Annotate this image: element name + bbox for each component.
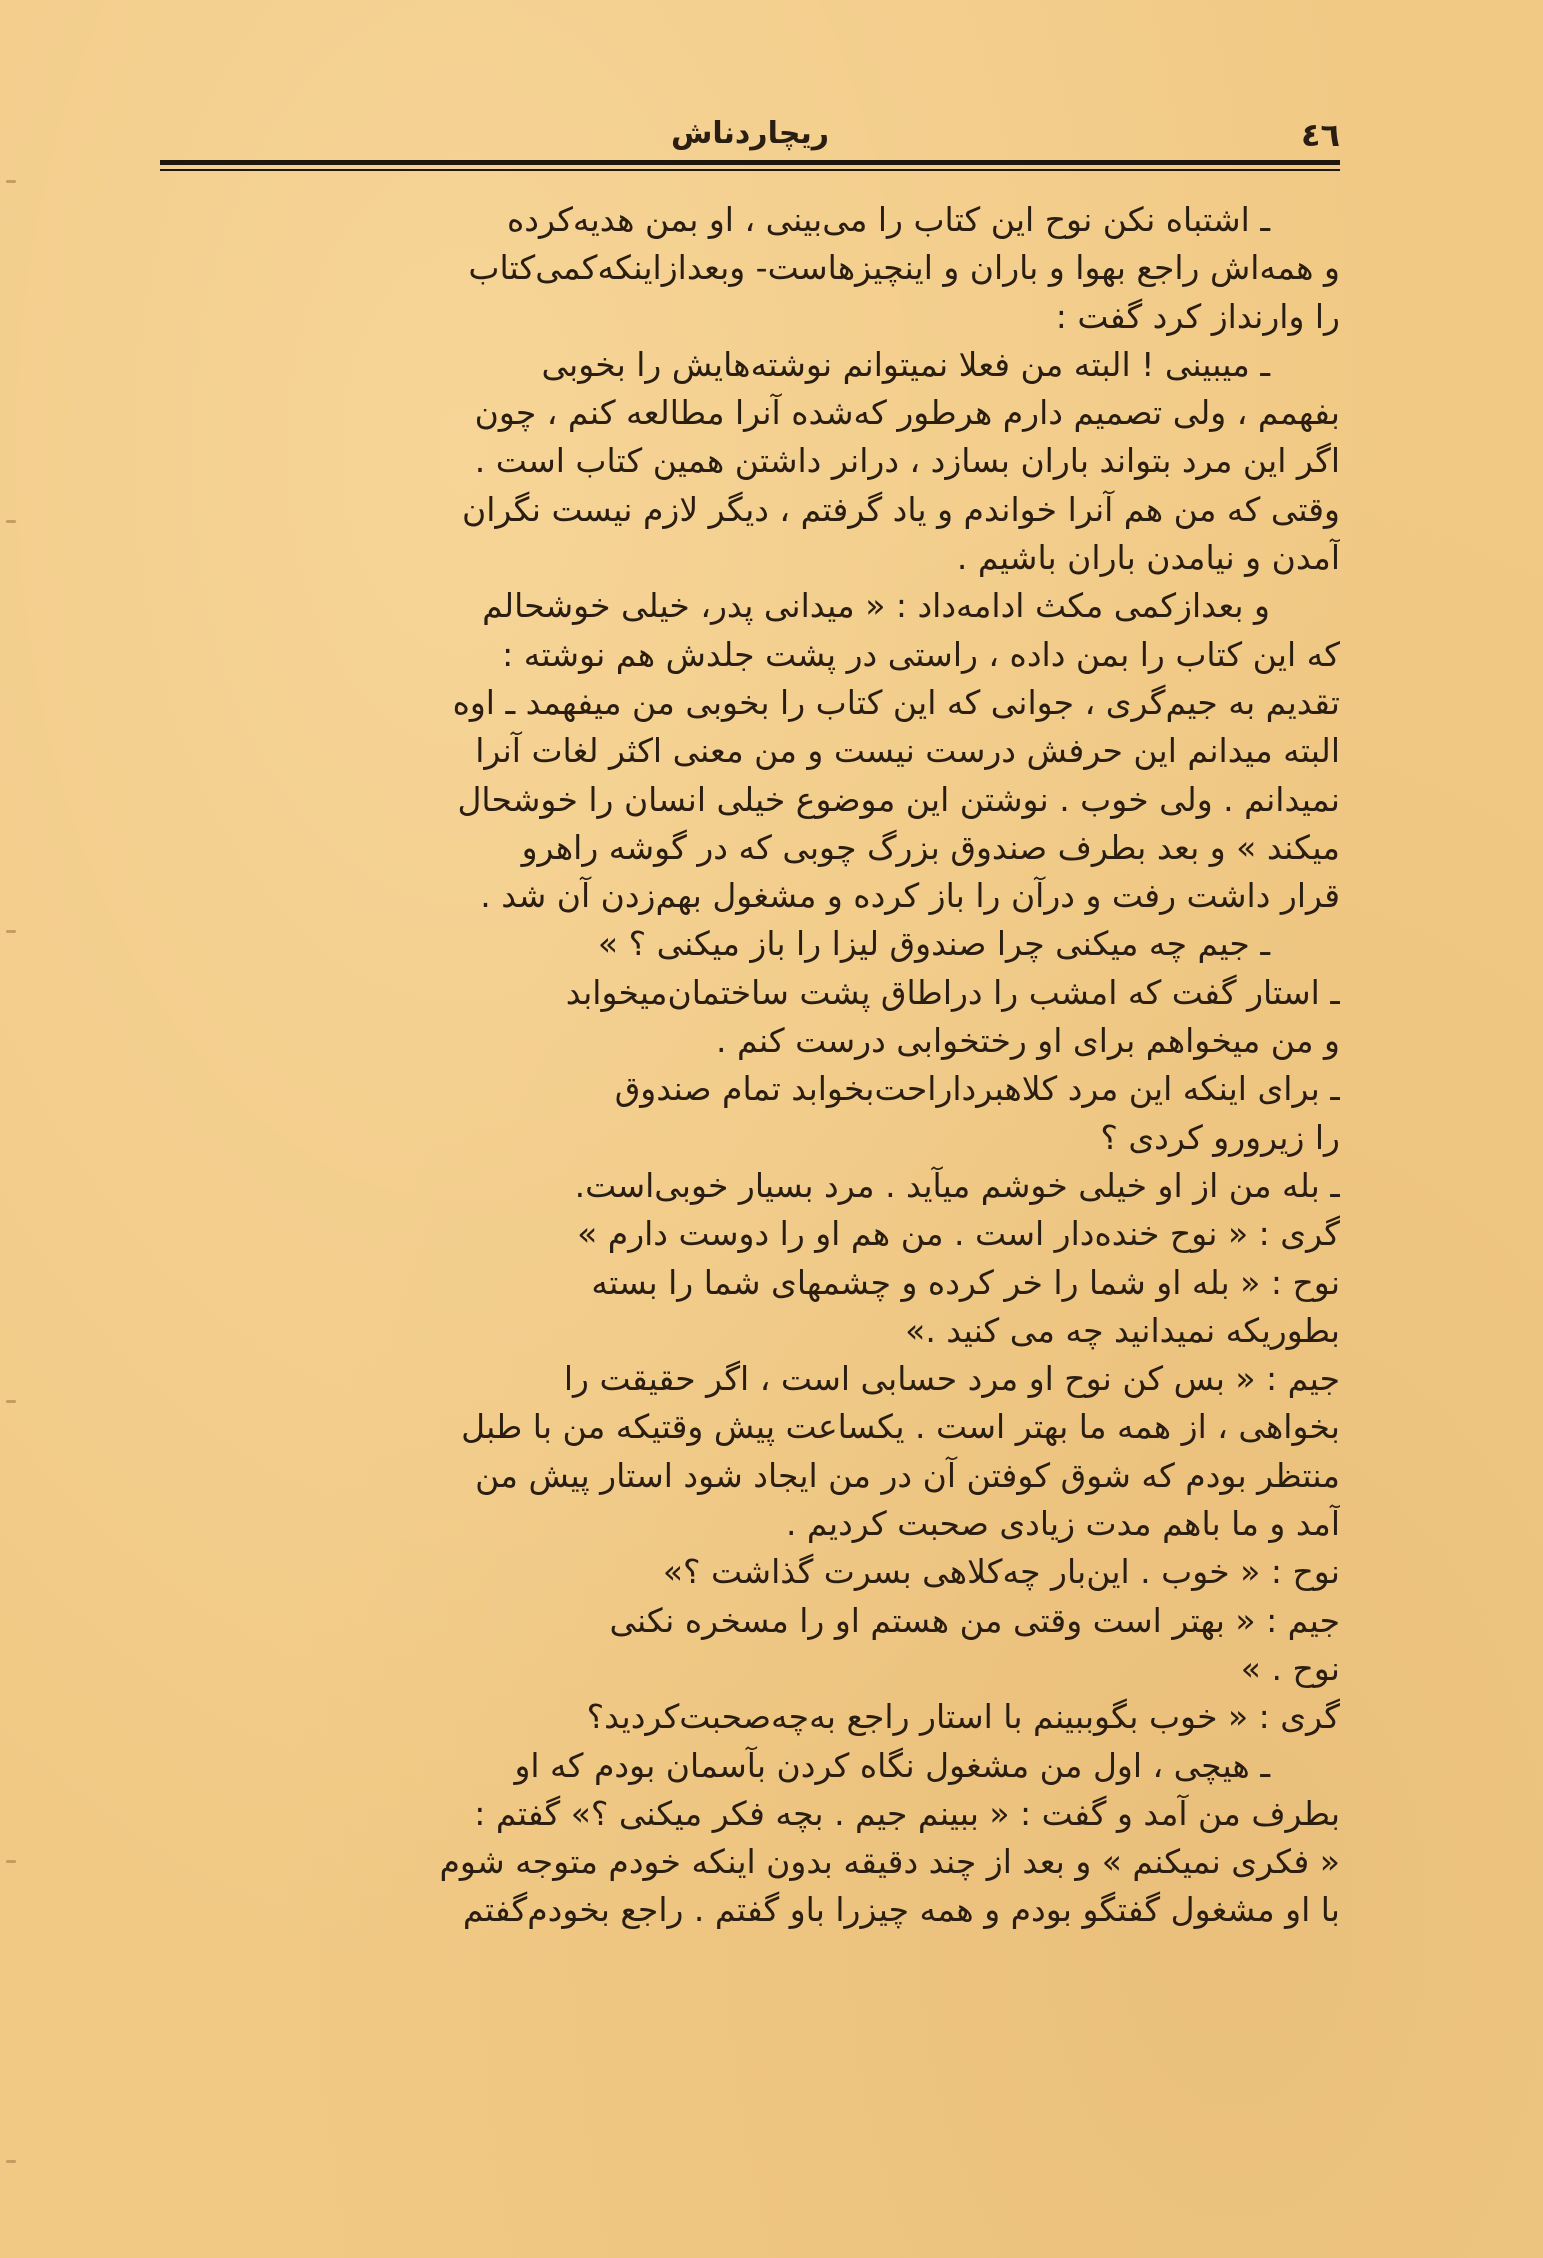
running-title: ریچاردناش [670,116,829,151]
text-line: با او مشغول گفتگو بودم و همه چیزرا باو گفتم . راجع بخودم‌گفتم [462,1890,1340,1930]
binding-mark [6,1860,16,1863]
text-line: که این کتاب را بمن داده ، راستی در پشت جلدش هم نوشته : [502,634,1340,674]
text-line: را زیرورو کردی ؟ [1100,1117,1340,1157]
text-line: نوح : « بله او شما را خر کرده و چشمهای شما را بسته [591,1262,1340,1302]
text-line: جیم : « بس کن نوح او مرد حسابی است ، اگر حقیقت را [563,1359,1340,1399]
text-line: البته میدانم این حرفش درست نیست و من معنی اکثر لغات آنرا [475,731,1340,771]
text-line: ـ هیچی ، اول من مشغول نگاه کردن بآسمان بودم که او [514,1745,1270,1785]
text-line: نوح . » [1240,1648,1340,1688]
text-line: گری : « نوح خنده‌دار است . من هم او را دوست دارم » [577,1214,1340,1254]
text-line: بطوریکه نمیدانید چه می کنید .» [905,1310,1340,1350]
text-line: ـ میبینی ! البته من فعلا نمیتوانم نوشته‌هایش را بخوبی [541,344,1270,384]
text-line: جیم : « بهتر است وقتی من هستم او را مسخره نکنی [609,1600,1340,1640]
text-line: وقتی که من هم آنرا خواندم و یاد گرفتم ، دیگر لازم نیست نگران [461,489,1340,529]
binding-mark [6,520,16,523]
text-line: « فکری نمیکنم » و بعد از چند دقیقه بدون اینکه خودم متوجه شوم [439,1842,1340,1882]
text-line: و بعدازکمی مکث ادامه‌داد : « میدانی پدر، خیلی خوشحالم [482,586,1270,626]
header-rule [160,160,1340,165]
text-line: گری : « خوب بگوببینم با استار راجع به‌چه‌صحبت‌کردید؟ [586,1697,1340,1737]
body-text [160,196,1340,1935]
text-line: ـ استار گفت که امشب را دراطاق پشت ساختمان‌میخوابد [565,972,1340,1012]
text-line: منتظر بودم که شوق کوفتن آن در من ایجاد شود استار پیش من [475,1455,1340,1495]
text-line: بطرف من آمد و گفت : « ببینم جیم . بچه فکر میکنی ؟» گفتم : [474,1793,1340,1833]
text-line: قرار داشت رفت و درآن را باز کرده و مشغول بهم‌زدن آن شد . [480,876,1340,916]
binding-mark [6,180,16,183]
binding-mark [6,930,16,933]
page-header [160,110,1340,158]
text-line: ـ برای اینکه این مرد کلاهبرداراحت‌بخوابد تمام صندوق [614,1069,1340,1109]
binding-mark [6,2160,16,2163]
text-line: بخواهی ، از همه ما بهتر است . یکساعت پیش وقتیکه من با طبل [461,1407,1340,1447]
text-line: میکند » و بعد بطرف صندوق بزرگ چوبی که در گوشه راهرو [521,827,1340,867]
text-line: اگر این مرد بتواند باران بسازد ، درانر داشتن همین کتاب است . [474,441,1340,481]
text-line: تقدیم به جیم‌گری ، جوانی که این کتاب را بخوبی من میفهمد ـ اوه [452,682,1340,722]
text-line: و من میخواهم برای او رختخوابی درست کنم . [716,1021,1340,1061]
text-line: را وارنداز کرد گفت : [1055,296,1340,336]
text-line: آمدن و نیامدن باران باشیم . [956,538,1340,578]
page-number: ٤٦ [1300,116,1340,154]
text-line: آمد و ما باهم مدت زیادی صحبت کردیم . [785,1504,1340,1544]
text-line: نوح : « خوب . این‌بار چه‌کلاهی بسرت گذاشت ؟» [662,1552,1340,1592]
text-line: نمیدانم . ولی خوب . نوشتن این موضوع خیلی انسان را خوشحال [457,779,1340,819]
header-rule-thin [160,169,1340,171]
text-line: ـ بله من از او خیلی خوشم میآید . مرد بسیار خوبی‌است. [574,1165,1340,1205]
binding-mark [6,1400,16,1403]
text-line: ـ جیم چه میکنی چرا صندوق لیزا را باز میکنی ؟ » [597,924,1270,964]
text-line: ـ اشتباه نکن نوح این کتاب را می‌بینی ، او بمن هدیه‌کرده [507,200,1270,239]
text-line: و همه‌اش راجع بهوا و باران و اینچیزهاست- وبعدازاینکه‌کمی‌کتاب [468,248,1340,288]
text-line: بفهمم ، ولی تصمیم دارم هرطور که‌شده آنرا مطالعه کنم ، چون [474,393,1340,433]
